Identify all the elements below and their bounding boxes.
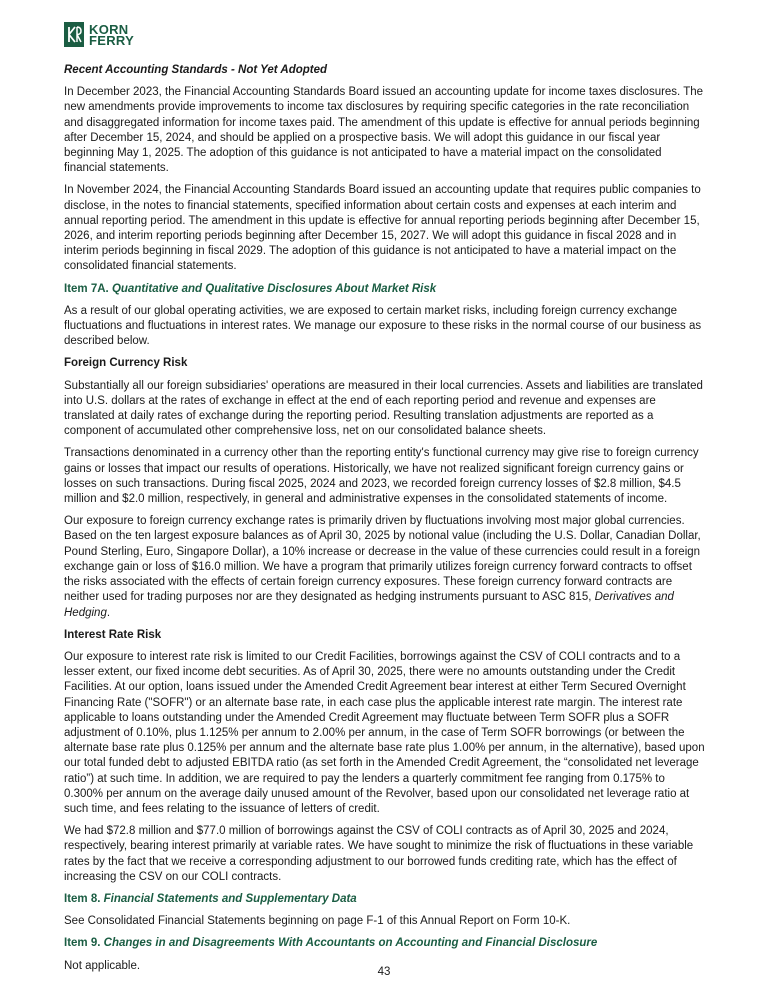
asc-815-title: Derivatives and Hedging bbox=[64, 591, 674, 619]
item-7a-label: Item 7A. bbox=[64, 282, 109, 295]
logo-wordmark bbox=[89, 24, 134, 46]
item-7a-title: Quantitative and Qualitative Disclosures About Market Risk bbox=[111, 282, 437, 295]
interest-rate-risk-heading: Interest Rate Risk bbox=[64, 628, 162, 641]
page-number: 43 bbox=[377, 966, 391, 978]
logo-line-ferry: FERRY bbox=[89, 33, 135, 48]
document-body bbox=[64, 63, 706, 981]
interest-rate-paragraph-2: We had $72.8 million and $77.0 million of borrowings against the CSV of COLI contracts as of April 30, 2025 and 2024, respectively, bearing interest primarily at variable rates. We have sought to minimize the risk of fluctuations in these variable rates by the fact that we receive a corresponding adjustment to our borrowed funds crediting rate, which has the effect of increasing the CSV on our COLI contracts. bbox=[64, 825, 694, 883]
item-9-heading bbox=[64, 936, 706, 951]
item-8-heading bbox=[64, 892, 706, 907]
foreign-currency-paragraph-3-end: . bbox=[106, 606, 111, 619]
foreign-currency-paragraph-2: Transactions denominated in a currency other than the reporting entity's functional currency may give rise to foreign currency gains or losses that impact our results of operations. Historically, we have not realized significant foreign currency gains or losses on such transactions. During fiscal 2025, 2024 and 2023, we recorded foreign currency losses of $2.8 million, $4.5 million and $2.0 million, respectively, in general and administrative expenses in the consolidated statements of income. bbox=[64, 447, 699, 506]
item-9-title: Changes in and Disagreements With Accountants on Accounting and Financial Disclosure bbox=[103, 937, 598, 950]
item-7a-intro: As a result of our global operating activities, we are exposed to certain market risks, including foreign currency exchange fluctuations and fluctuations in interest rates. We manage our exposure to these risks in the normal course of our business as described below. bbox=[64, 304, 702, 348]
foreign-currency-paragraph-3-text: Our exposure to foreign currency exchange rates is primarily driven by fluctuations involving most major global currencies. Based on the ten largest exposure balances as of April 30, 2025 by notional value (including the U.S. Dollar, Canadian Dollar, Pound Sterling, Euro, Singapore Dollar), a 10% increase or decrease in the value of these currencies could result in a foreign exchange gain or loss of $16.0 million. We have a program that primarily utilizes foreign currency forward contracts to offset the risks associated with the effects of certain foreign currency exposures. These foreign currency forward contracts are neither used for trading purposes nor are they designated as hedging instruments pursuant to ASC 815, bbox=[64, 515, 701, 604]
item-8-title: Financial Statements and Supplementary Data bbox=[103, 892, 357, 905]
foreign-currency-paragraph-1: Substantially all our foreign subsidiaries' operations are measured in their local currencies. Assets and liabilities are translated into U.S. dollars at the rates of exchange in effect at the end of each reporting period and revenue and expenses are translated at daily rates of exchange during the reporting period. Resulting translation adjustments are reported as a component of accumulated other comprehensive loss, net on our consolidated balance sheets. bbox=[64, 379, 703, 438]
item-7a-heading bbox=[64, 282, 706, 297]
item-8-body: See Consolidated Financial Statements beginning on page F-1 of this Annual Report on Form 10-K. bbox=[64, 915, 571, 928]
company-logo bbox=[64, 22, 154, 52]
logo-line-korn: KORN bbox=[89, 22, 129, 37]
item-9-body: Not applicable. bbox=[64, 959, 141, 972]
recent-standards-paragraph-1: In December 2023, the Financial Accounting Standards Board issued an accounting update for income taxes disclosures. The new amendments provide improvements to income tax disclosures by requiring specific categories in the rate reconciliation and disaggregated information for income taxes paid. The amendment of this update is effective for annual periods beginning after December 15, 2024, and should be applied on a prospective basis. We will adopt this guidance in our fiscal year beginning May 1, 2025. The adoption of this guidance is not anticipated to have a material impact on the consolidated financial statements. bbox=[64, 86, 704, 175]
interest-rate-paragraph-1: Our exposure to interest rate risk is limited to our Credit Facilities, borrowings against the CSV of COLI contracts and to a lesser extent, our fixed income debt securities. As of April 30, 2025, there were no amounts outstanding under the Credit Facilities. At our option, loans issued under the Amended Credit Agreement bear interest at either Term Secured Overnight Financing Rate ("SOFR") or an alternate base rate, in each case plus the applicable interest rate margin. The interest rate applicable to loans outstanding under the Amended Credit Agreement may fluctuate between Term SOFR plus a SOFR adjustment of 0.10%, plus 1.125% per annum to 2.00% per annum, in the case of Term SOFR borrowings (or between the alternate base rate plus 0.125% per annum and the alternate base rate plus 1.00% per annum, in the alternative), based upon our total funded debt to adjusted EBITDA ratio (as set forth in the Amended Credit Agreement, the “consolidated net leverage ratio”) at such time. In addition, we are required to pay the lenders a quarterly commitment fee ranging from 0.175% to 0.300% per annum on the average daily unused amount of the Revolver, based upon our consolidated net leverage ratio at such time, and fees relating to the issuance of letters of credit. bbox=[64, 650, 705, 815]
foreign-currency-risk-heading: Foreign Currency Risk bbox=[64, 357, 188, 370]
recent-standards-paragraph-2: In November 2024, the Financial Accounting Standards Board issued an accounting update that requires public companies to disclose, in the notes to financial statements, specified information about certain costs and expenses at each interim and annual reporting period. The amendment in this update is effective for annual reporting periods beginning after December 15, 2026, and interim reporting periods beginning after December 15, 2027. We will adopt this guidance in fiscal 2028 and in interim periods beginning in fiscal 2029. The adoption of this guidance is not anticipated to have a material impact on the consolidated financial statements. bbox=[64, 184, 701, 273]
foreign-currency-paragraph-3 bbox=[64, 514, 706, 620]
item-8-label: Item 8. bbox=[64, 892, 101, 905]
item-9-label: Item 9. bbox=[64, 937, 101, 950]
korn-ferry-logo-icon bbox=[64, 22, 84, 47]
recent-standards-title: Recent Accounting Standards - Not Yet Adopted bbox=[64, 64, 328, 76]
